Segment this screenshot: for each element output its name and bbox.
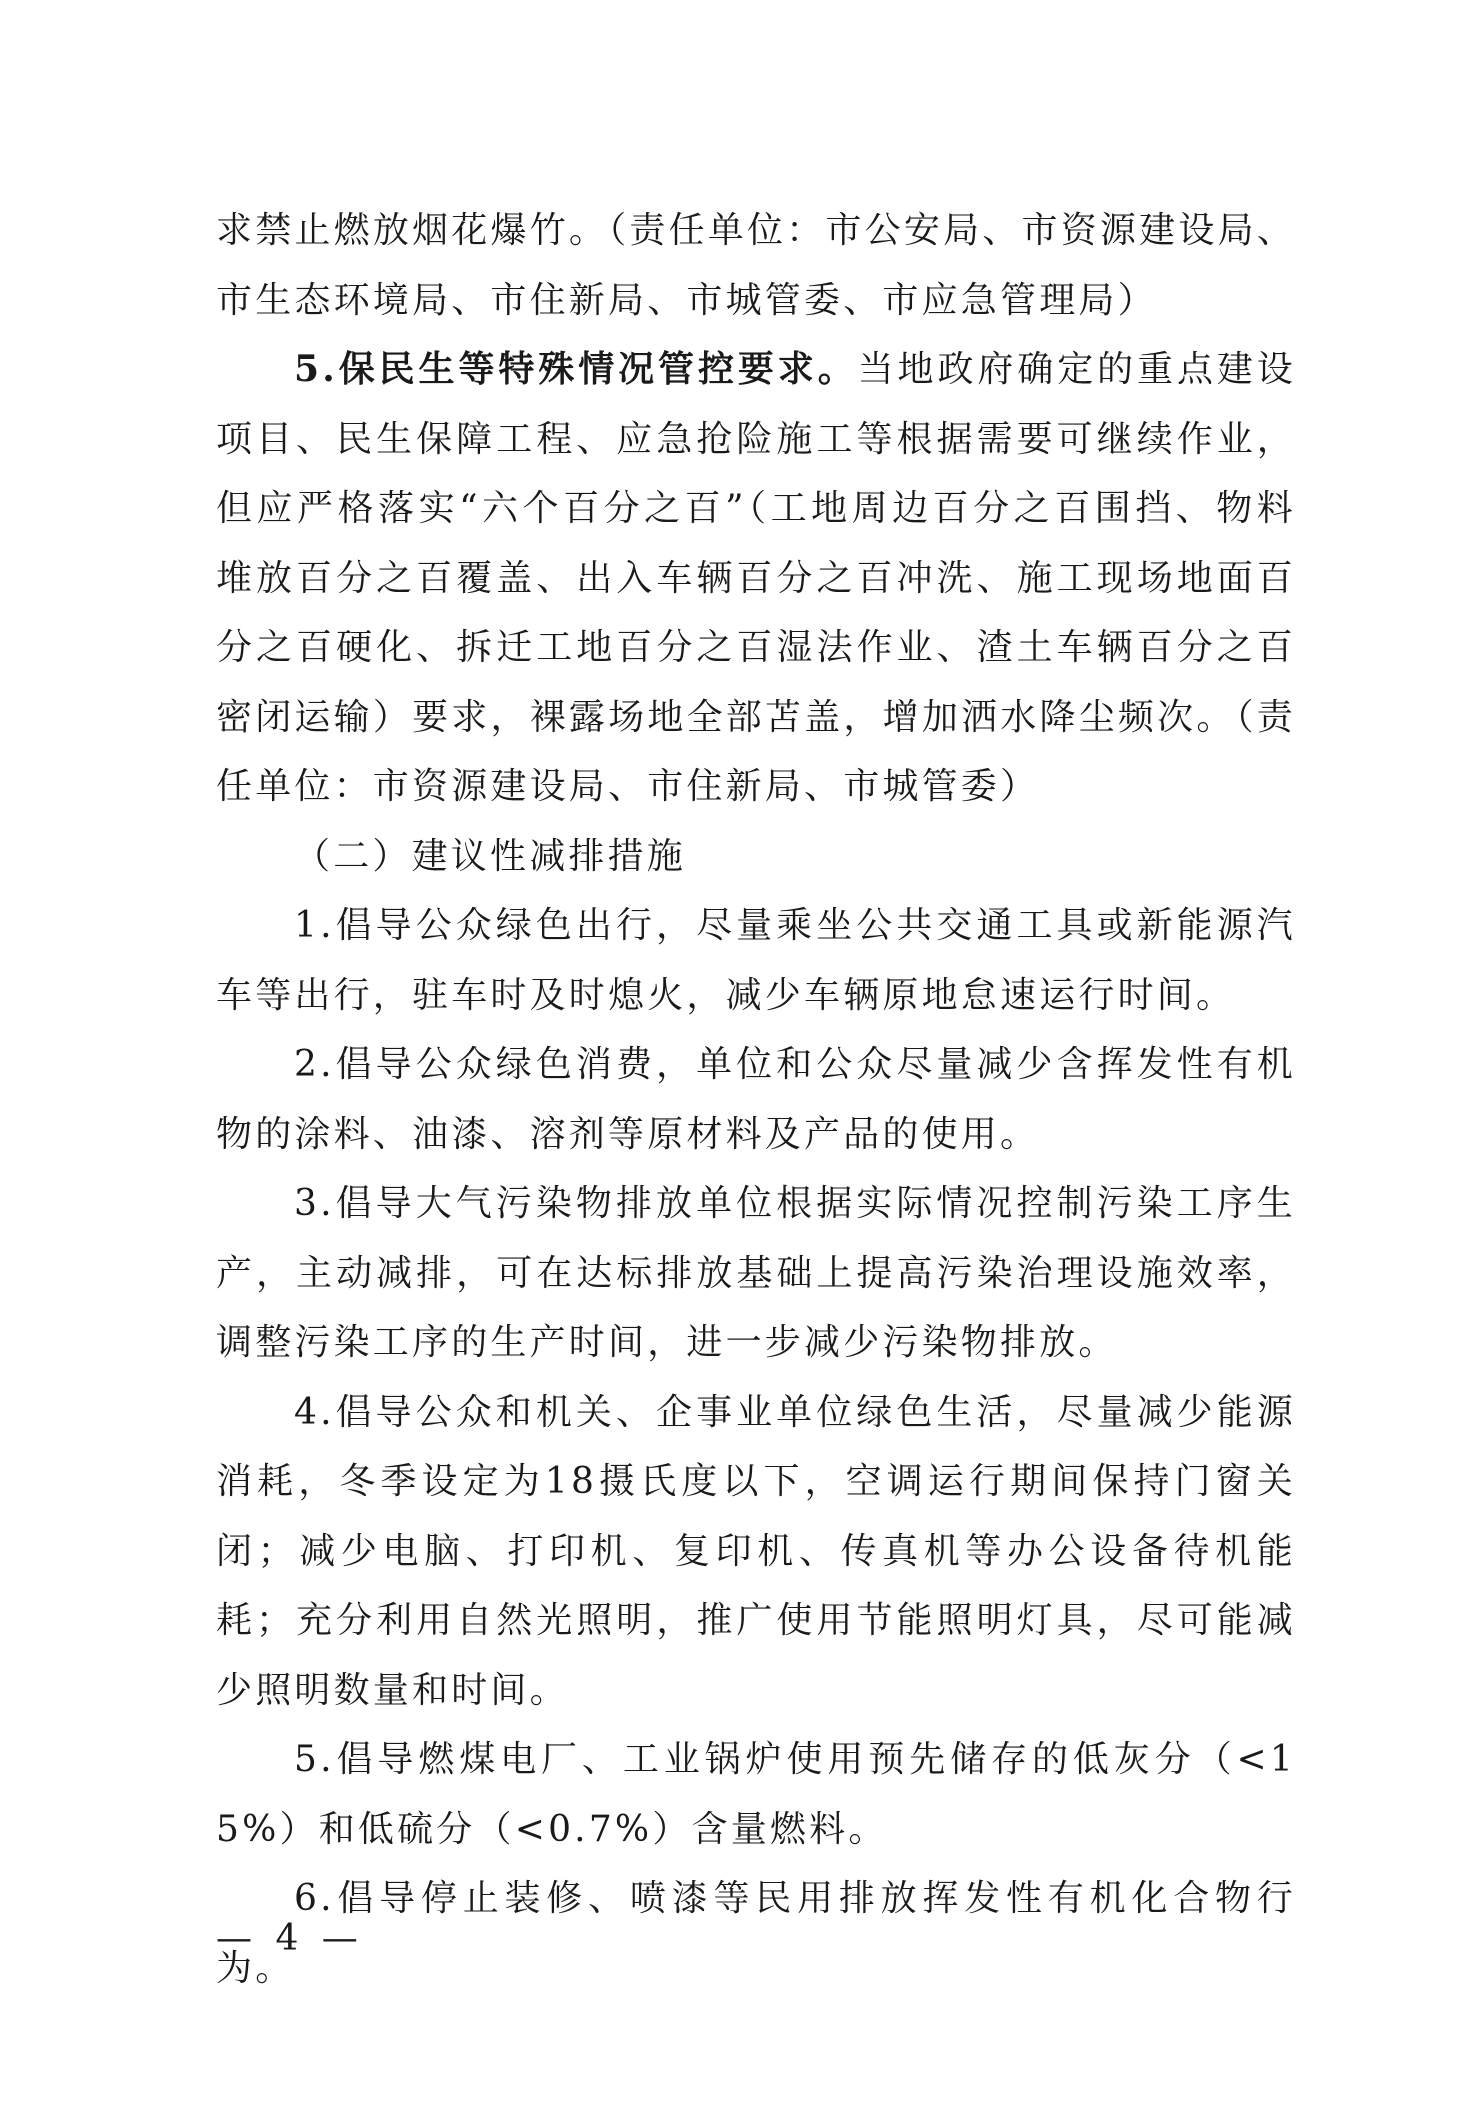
list-item: 2.倡导公众绿色消费，单位和公众尽量减少含挥发性有机物的涂料、油漆、溶剂等原材料及产品的使用。 [216,1044,1296,1155]
list-item: 5.倡导燃煤电厂、工业锅炉使用预先储存的低灰分（<15%）和低硫分（<0.7%）含量燃料。 [216,1739,1296,1850]
list-item: 4.倡导公众和机关、企事业单位绿色生活，尽量减少能源消耗，冬季设定为18摄氏度以下，空调运行期间保持门窗关闭；减少电脑、打印机、复印机、传真机等办公设备待机能耗；充分利用自然光照明，推广使用节能照明灯具，尽可能减少照明数量和时间。 [216,1391,1296,1711]
paragraph-special-control [216,335,1296,822]
list-item: 3.倡导大气污染物排放单位根据实际情况控制污染工序生产，主动减排，可在达标排放基础上提高污染治理设施效率，调整污染工序的生产时间，进一步减少污染物排放。 [216,1183,1296,1363]
page-number: — 4 — [216,1918,364,1959]
paragraph-continuation: 求禁止燃放烟花爆竹。（责任单位：市公安局、市资源建设局、市生态环境局、市住新局、市城管委、市应急管理局） [216,210,1296,321]
list-item: 1.倡导公众绿色出行，尽量乘坐公共交通工具或新能源汽车等出行，驻车时及时熄火，减少车辆原地怠速运行时间。 [216,905,1296,1016]
paragraph-heading: 5.保民生等特殊情况管控要求。 [294,348,858,390]
section-title: （二）建议性减排措施 [294,835,687,877]
paragraph-body: 当地政府确定的重点建设项目、民生保障工程、应急抢险施工等根据需要可继续作业，但应严格落实“六个百分之百”（工地周边百分之百围挡、物料堆放百分之百覆盖、出入车辆百分之百冲洗、施工现场地面百分之百硬化、拆迁工地百分之百湿法作业、渣土车辆百分之百密闭运输）要求，裸露场地全部苫盖，增加洒水降尘频次。（责任单位：市资源建设局、市住新局、市城管委） [216,349,1296,807]
list-item: 6.倡导停止装修、喷漆等民用排放挥发性有机化合物行为。 [216,1878,1296,1989]
document-body [216,196,1296,2003]
